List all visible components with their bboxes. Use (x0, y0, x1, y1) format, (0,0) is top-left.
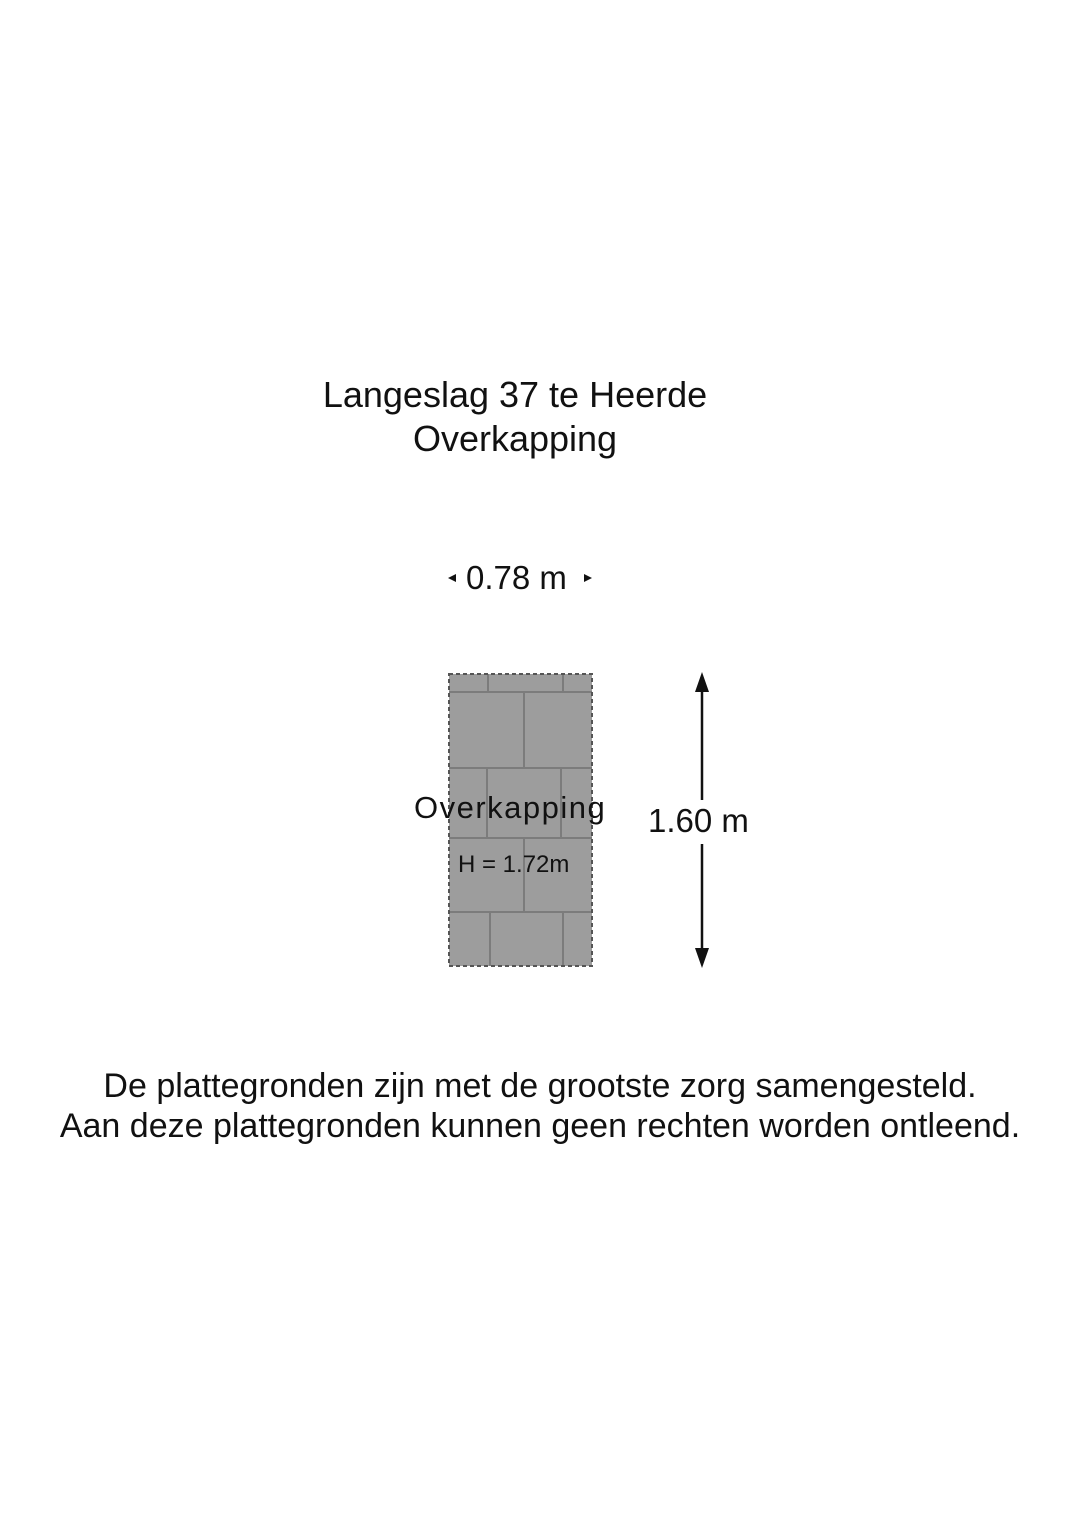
disclaimer-line-1: De plattegronden zijn met de grootste zorg samengesteld. (103, 1067, 977, 1105)
room-name-label: Overkapping (414, 790, 607, 825)
disclaimer-line-2: Aan deze plattegronden kunnen geen rechten worden ontleend. (59, 1107, 1021, 1145)
length-dimension-label: 1.60 m (648, 802, 749, 839)
plan-floor-title: Overkapping (412, 418, 618, 459)
room-height-label: H = 1.72m (458, 851, 570, 878)
width-dimension-label: 0.78 m (466, 559, 567, 596)
plan-address-title: Langeslag 37 te Heerde (322, 374, 708, 415)
